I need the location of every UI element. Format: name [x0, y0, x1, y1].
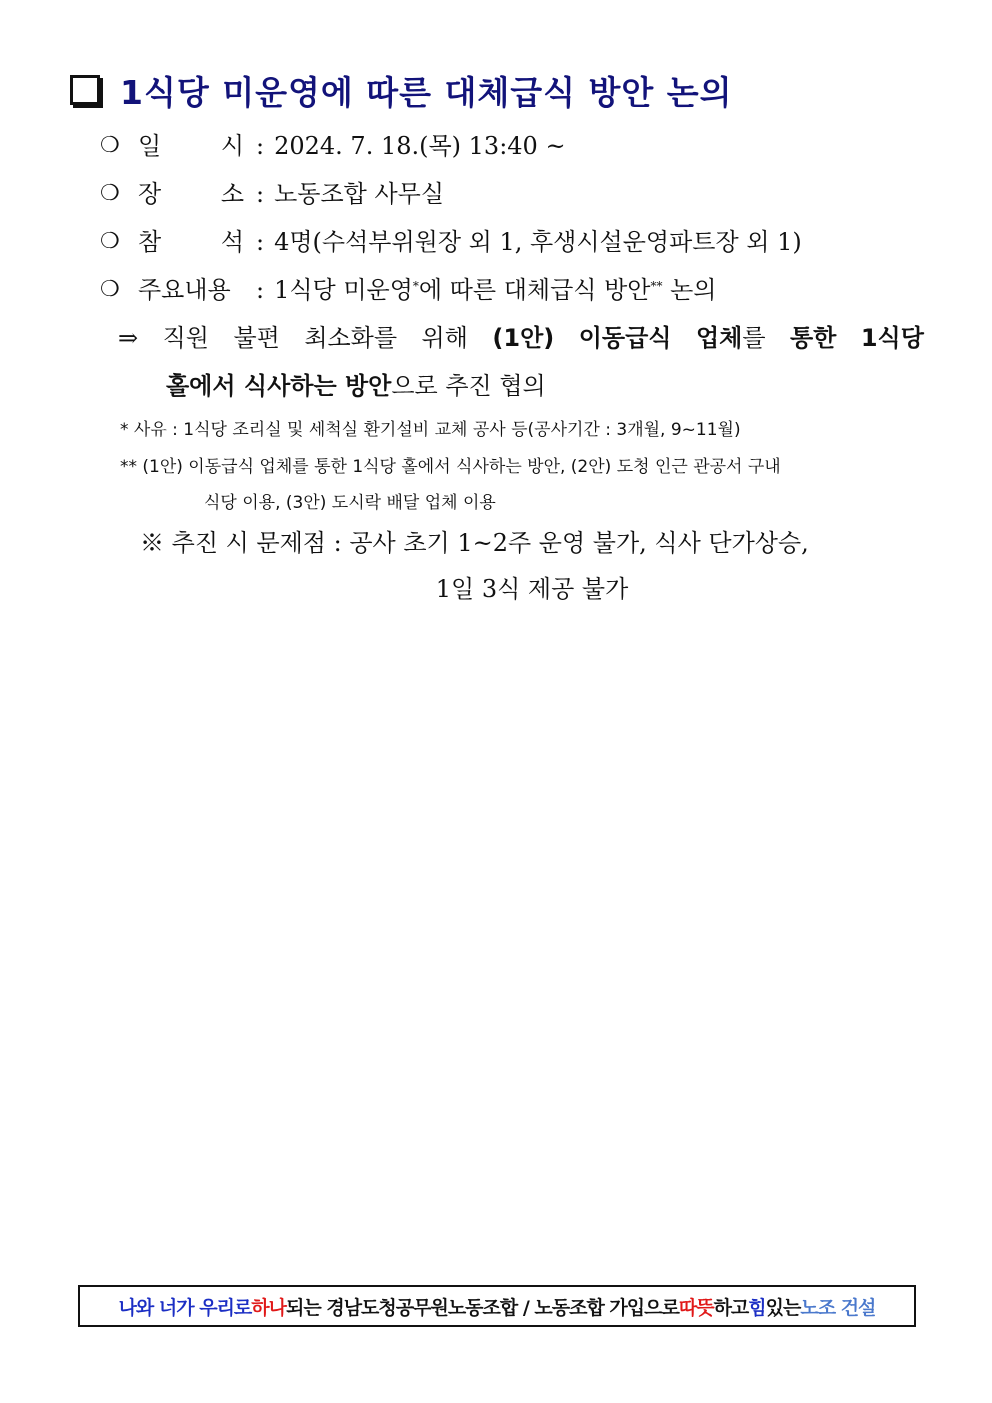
footnote-reason: * 사유 : 1식당 조리실 및 세척실 환기설비 교체 공사 등(공사기간 : 3개월, 9~11월) [120, 420, 741, 440]
row-label: 일 시 [138, 132, 244, 160]
row-colon: : [256, 276, 265, 304]
info-row-attendees [100, 226, 802, 258]
row-value: 1식당 미운영*에 따른 대체급식 방안** 논의 [274, 276, 717, 304]
row-colon: : [256, 180, 265, 208]
conclusion-line2: 홀에서 식사하는 방안으로 추진 협의 [166, 372, 546, 400]
row-value: 노동조합 사무실 [274, 180, 445, 208]
arrow-icon: ⇒ [118, 324, 139, 352]
conclusion-block [118, 322, 924, 402]
page-title [70, 66, 732, 114]
circle-bullet-icon: ❍ [100, 277, 120, 302]
row-label: 주요내용 [138, 276, 231, 304]
info-row-place [100, 178, 444, 210]
checkbox-square-icon [70, 75, 100, 105]
row-colon: : [256, 228, 265, 256]
circle-bullet-icon: ❍ [100, 181, 120, 206]
info-row-datetime [100, 130, 566, 162]
row-label: 장 소 [138, 180, 244, 208]
conclusion-line1: ⇒ 직원 불편 최소화를 위해 (1안) 이동급식 업체를 통한 1식당 [118, 324, 924, 352]
row-value: 2024. 7. 18.(목) 13:40 ~ [274, 132, 566, 160]
info-row-agenda [100, 274, 716, 306]
circle-bullet-icon: ❍ [100, 133, 120, 158]
circle-bullet-icon: ❍ [100, 229, 120, 254]
row-colon: : [256, 132, 265, 160]
issue-note: ※ 추진 시 문제점 : 공사 초기 1~2주 운영 불가, 식사 단가상승, 1일 3식 제공 불가 [140, 529, 809, 603]
title-text: 1식당 미운영에 따른 대체급식 방안 논의 [120, 72, 733, 112]
footnote-options: ** (1안) 이동급식 업체를 통한 1식당 홀에서 식사하는 방안, (2안) 도청 인근 관공서 구내 식당 이용, (3안) 도시락 배달 업체 이용 [120, 457, 781, 513]
footer-slogan-box: 나와 너가 우리로 하나 되는 경남도청공무원노동조합 / 노동조합 가입으로 따뜻 하고 힘 있는 노조 건설 [78, 1285, 916, 1327]
row-value: 4명(수석부위원장 외 1, 후생시설운영파트장 외 1) [274, 228, 802, 256]
row-label: 참 석 [138, 228, 244, 256]
